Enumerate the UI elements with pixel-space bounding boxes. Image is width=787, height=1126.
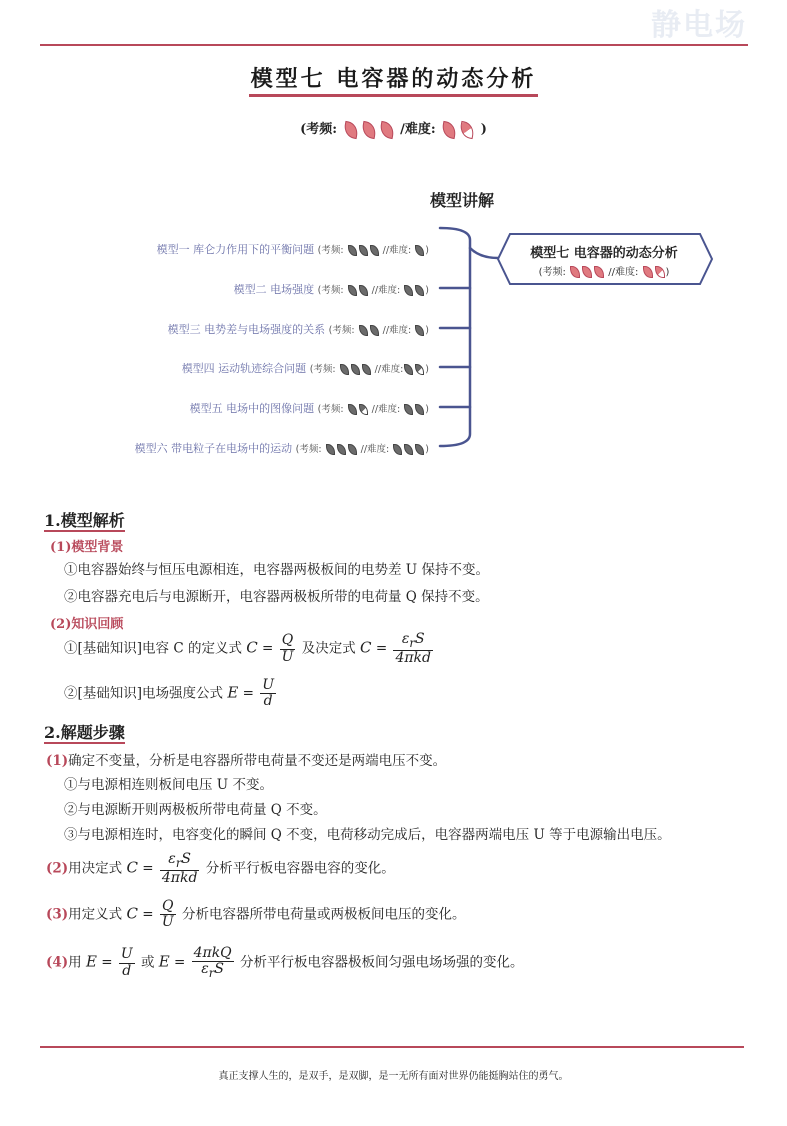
- mindmap-item: 模型五 电场中的图像问题 (考频: //难度: ): [189, 402, 429, 415]
- leaf-icon: [340, 364, 349, 375]
- leaf-icon: [415, 285, 424, 296]
- leaf-icon: [415, 444, 424, 455]
- text-line: ②与电源断开则两极板所带电荷量 Q 不变。: [64, 802, 327, 818]
- step-line: (4)用 E = $\frac{U}{d}$ 或 E = $\frac{\text{4πkQ}}{\varepsilon_rS}$ 分析平行板电容器极板间匀强电场场强的变化。: [46, 945, 524, 981]
- leaf-icon: [594, 266, 604, 278]
- mindmap-item: 模型二 电场强度 (考频: //难度: ): [233, 283, 429, 296]
- text-line: ②电容器充电后与电源断开，电容器两极板所带的电荷量 Q 保持不变。: [64, 589, 489, 605]
- leaf-icon: [359, 325, 368, 336]
- leaf-icon: [326, 444, 335, 455]
- leaf-icon: [370, 245, 379, 256]
- leaf-icon: [404, 444, 413, 455]
- leaf-icon: [643, 266, 653, 278]
- leaf-icon: [362, 364, 371, 375]
- formula-line: ①[基础知识]电容 C 的定义式 C = $\frac{Q}{U}$ 及决定式 C = $\frac{\varepsilon_rS}{\text{4πkd}}$: [64, 631, 431, 666]
- step-line: (1)确定不变量，分析是电容器所带电荷量不变还是两端电压不变。: [46, 753, 447, 769]
- leaf-icon: [337, 444, 346, 455]
- leaf-icon: [404, 364, 413, 375]
- bottom-divider: [40, 1046, 744, 1048]
- section-title: 1.模型解析: [44, 511, 125, 530]
- frequency-rating: (考频: /难度: ): [300, 122, 487, 137]
- subsection-title: (2)知识回顾: [50, 617, 124, 632]
- half-leaf-icon: [655, 266, 665, 278]
- leaf-icon: [404, 285, 413, 296]
- leaf-icon: [348, 444, 357, 455]
- leaf-icon: [351, 364, 360, 375]
- mindmap-item: 模型六 带电粒子在电场中的运动 (考频: //难度: ): [134, 442, 429, 455]
- mindmap-center-label: 模型七 电容器的动态分析 (考频: //难度: ): [530, 246, 678, 278]
- mindmap-item: 模型一 库仑力作用下的平衡问题 (考频: //难度: ): [156, 243, 429, 256]
- leaf-icon: [348, 404, 357, 415]
- half-leaf-icon: [415, 364, 424, 375]
- half-leaf-icon: [359, 404, 368, 415]
- mindmap-heading: 模型讲解: [430, 191, 495, 210]
- leaf-icon: [415, 404, 424, 415]
- leaf-icon: [415, 245, 424, 256]
- footer-quote: 真正支撑人生的，是双手，是双脚，是一无所有面对世界仍能挺胸站住的勇气。: [218, 1071, 569, 1082]
- page-title: 模型七 电容器的动态分析: [0, 62, 787, 93]
- leaf-icon: [582, 266, 592, 278]
- formula-line: ②[基础知识]电场强度公式 E = $\frac{U}{d}$: [64, 677, 275, 710]
- leaf-icon: [404, 404, 413, 415]
- text-line: ③与电源相连时，电容变化的瞬间 Q 不变，电荷移动完成后，电容器两端电压 U 等于电源输出电压。: [64, 827, 671, 843]
- section-title: 2.解题步骤: [44, 723, 125, 742]
- step-line: (2)用决定式 C = $\frac{\varepsilon_rS}{\text{4πkd}}$ 分析平行板电容器电容的变化。: [46, 851, 395, 886]
- leaf-icon: [570, 266, 580, 278]
- mindmap-item: 模型四 运动轨迹综合问题 (考频: //难度: ): [181, 362, 429, 375]
- leaf-icon: [359, 285, 368, 296]
- text-line: ①电容器始终与恒压电源相连，电容器两极板间的电势差 U 保持不变。: [64, 562, 489, 578]
- leaf-icon: [348, 285, 357, 296]
- text-line: ①与电源相连则板间电压 U 不变。: [64, 777, 273, 793]
- leaf-icon: [393, 444, 402, 455]
- step-line: (3)用定义式 C = $\frac{Q}{U}$ 分析电容器所带电荷量或两极板间电压的变化。: [46, 898, 466, 931]
- leaf-icon: [370, 325, 379, 336]
- watermark: 静电场: [651, 8, 747, 43]
- leaf-icon: [348, 245, 357, 256]
- subsection-title: (1)模型背景: [50, 540, 124, 555]
- mindmap-item: 模型三 电势差与电场强度的关系 (考频: //难度: ): [167, 323, 429, 336]
- leaf-icon: [415, 325, 424, 336]
- leaf-icon: [359, 245, 368, 256]
